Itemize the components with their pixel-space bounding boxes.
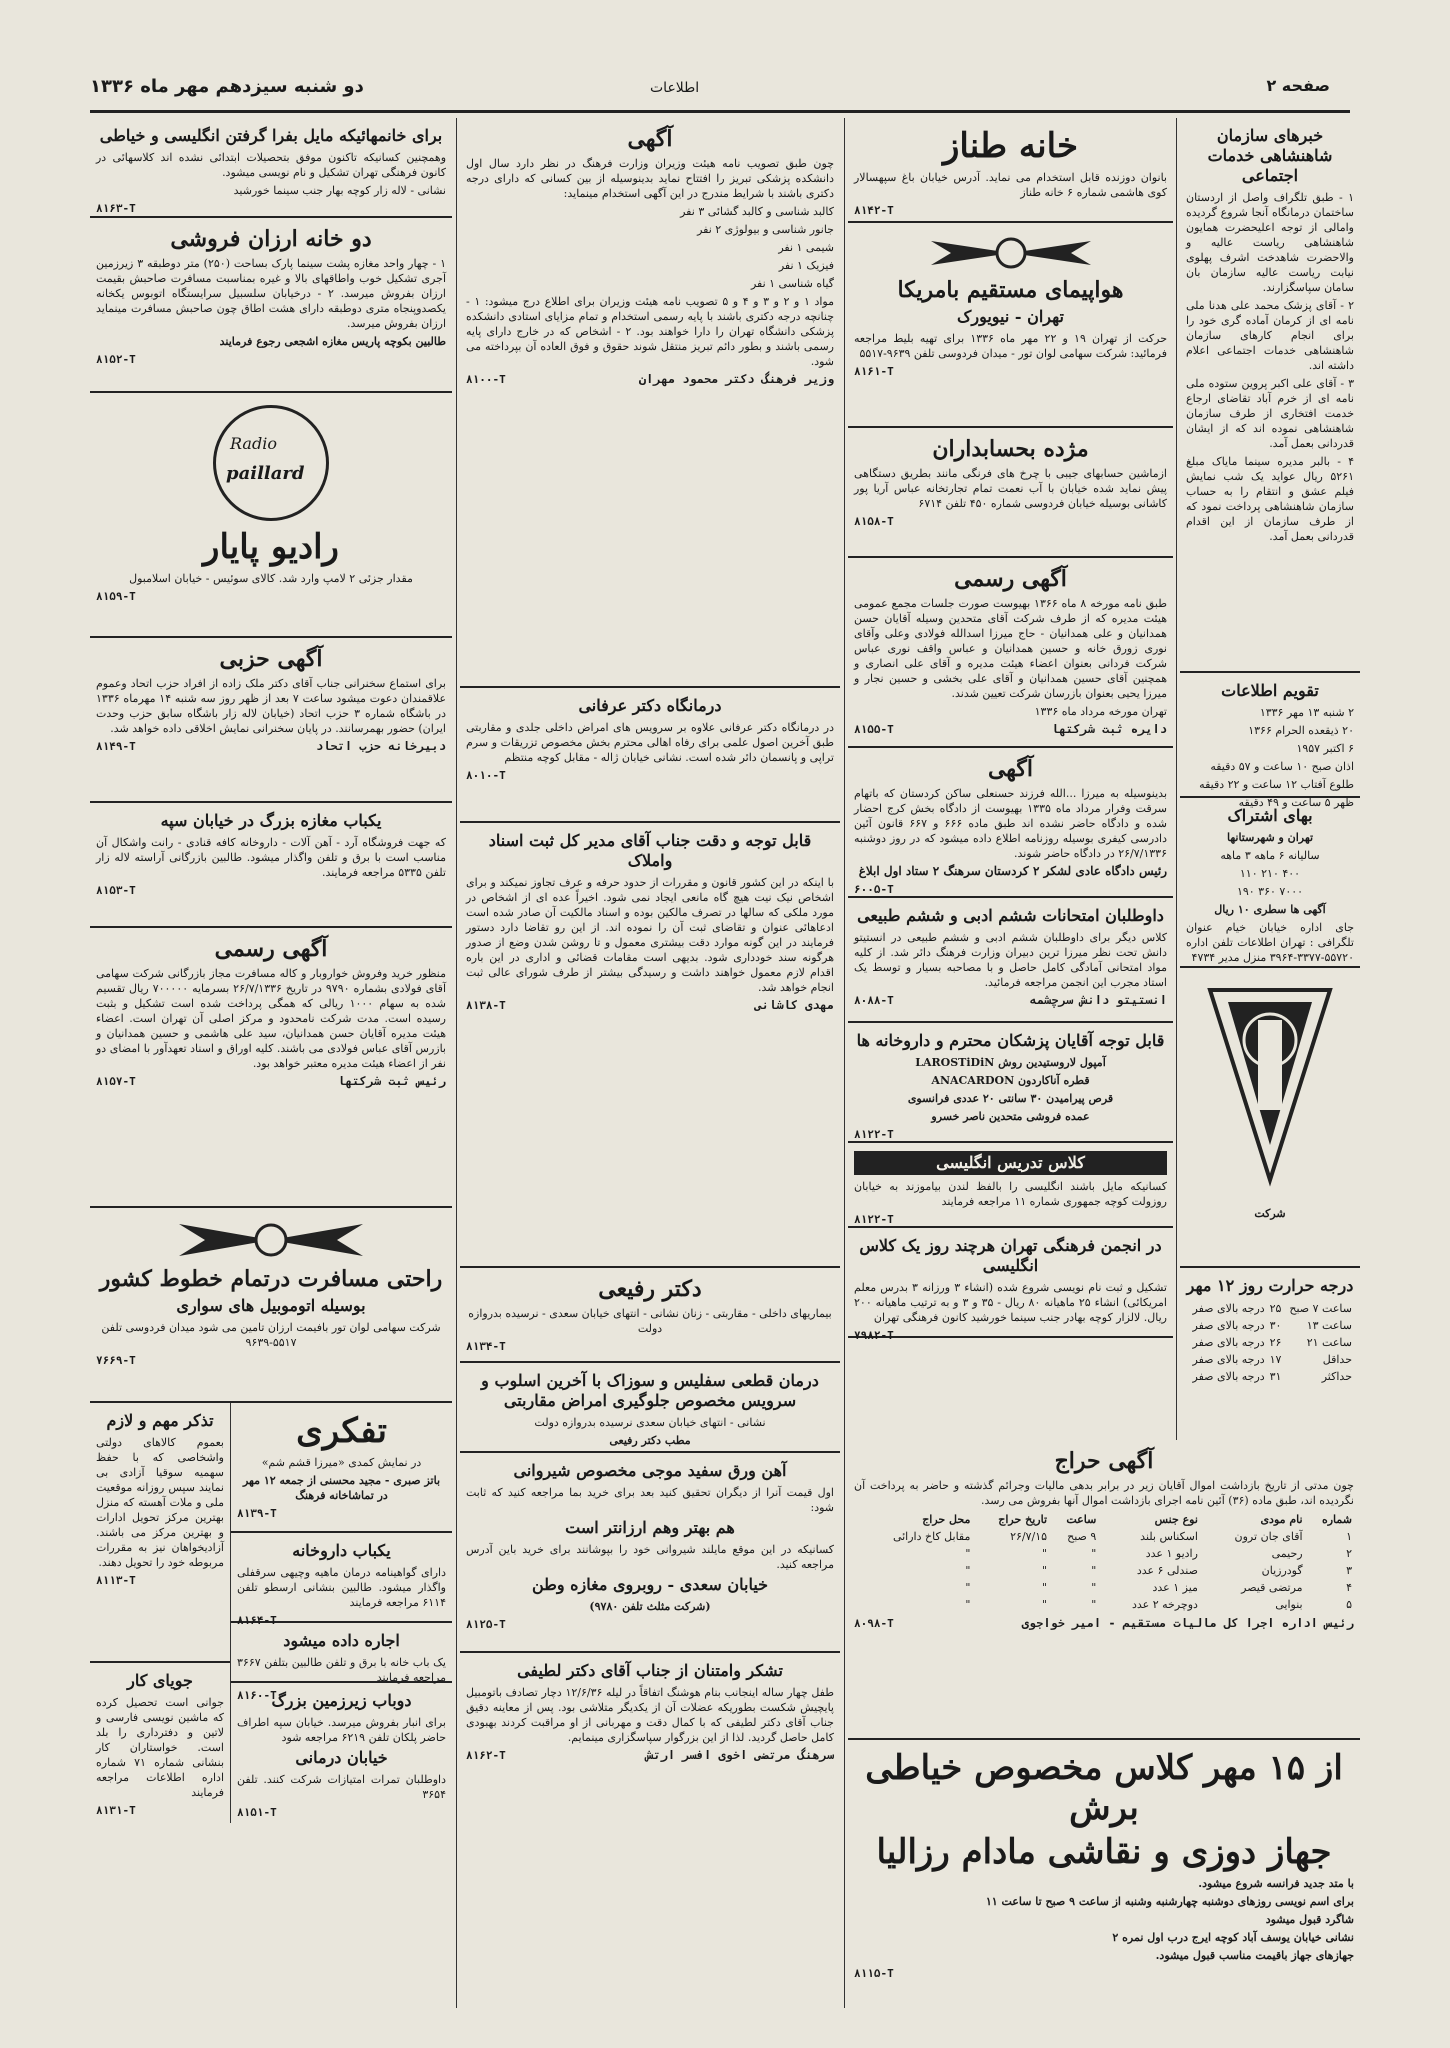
shop-title: یکباب مغازه بزرگ در خیابان سپه [160, 811, 382, 830]
university-ad-signature: وزیر فرهنگ دکتر محمود مهران [638, 372, 834, 386]
english-class-ad [848, 1143, 1173, 1228]
table-cell: دوچرخه ۲ عدد [1131, 1598, 1198, 1611]
house-sale-text: ۱ - چهار واحد مغازه پشت سینما پارک بساحت (۲۵۰) متر دوطبقه ۳ زیرزمین آجری تشکیل خوب واطاقهای بالا و غیره بمناسبت مسافرت صاحبش بقیمت ارزان بفروش میرسد. ۲ - درخیابان سلسبیل سرایستگاه اتوبوس یکخانه یکصدوپنجاه متری دوطبقه دارای هشت اطاق چون صاحبش مسافرت مینماید ارزان بفروش میرسد. [96, 257, 446, 330]
table-cell: ساعت [1066, 1513, 1097, 1526]
travel-subtitle: بوسیله اتوموبیل های سواری [176, 1296, 366, 1315]
table-cell: " [1091, 1581, 1097, 1594]
council-code: ۷۹۸۲-T [854, 1329, 894, 1342]
medicine-ad [848, 1023, 1173, 1143]
university-ad-item: جانور شناسی و بیولوژی ۲ نفر [697, 223, 834, 236]
university-ad-text-2: مواد ۱ و ۲ و ۳ و ۴ و ۵ تصویب نامه هیئت وزیران برای اطلاع درج میشود: ۱ - چنانچه درجه دکتری باشند با پایه رسمی استخدام و تمام مزایای استادی دانشکده پزشکی دانشگاه تهران را دارا خواهند بود. ۲ - اشخاص که در خارج دارای پایه رسمی باشند و بطور دائم تبریز منتقل شوند حقوق و فوق العاده آن بپرداخته می شود. [466, 295, 835, 368]
social-news-item: ۲ - آقای پزشک محمد علی هدنا ملی نامه ای از کرمان آماده گری خود را برای انجام کارهای سازمان شاهنشاهی خدمات اجتماعی اعلام داشته اند. [1186, 299, 1354, 372]
clinic-text: در درمانگاه دکتر عرفانی علاوه بر سرویس های امراض داخلی جلدی و مقاربتی طبق آخرین اصول علمی برای رفاه اهالی محترم بخش مخصوص تزریقات و سرم تراپی و پانسمان دائر شده است. نشانی خیابان ژاله - مقابل کوچه منتظم [466, 721, 834, 764]
registry-signature: مهدی کاشانی [754, 998, 834, 1012]
doctor-ad [460, 1268, 840, 1363]
party-text: برای استماع سخنرانی جناب آقای دکتر ملک زاده از افراد حزب اتحاد وعموم علاقمندان دعوت میشود ساعت ۷ بعد از ظهر روز سه شنبه ۱۴ مهرماه ۱۳۳۶ در باشگاه شماره ۳ حزب اتحاد (خیابان لاله زار باشگاه سابق حزب وحدت ایران) حضور بهمرسانند. در پایان سخنرانی نمایش اخلاقی داده خواهد شد. [96, 677, 447, 735]
pharmacy-title: یکباب داروخانه [292, 1541, 391, 1560]
social-news-item: ۳ - آقای علی اکبر پروین ستوده ملی نامه ای از خرم آباد تقاضای ارجاع خدمت افتخاری از طرف سازمان شاهنشاهی نموده اند که از ایشان قدردانی بعمل آمد. [1186, 377, 1354, 450]
subscription-line: تهران و شهرستانها [1226, 831, 1314, 844]
table-cell: حداقل [1322, 1353, 1352, 1366]
party-code: ۸۱۴۹-T [96, 740, 136, 753]
table-cell: ۵ [1346, 1598, 1352, 1611]
travel-text: شرکت سهامی لوان تور بافیمت ارزان تامین می شود میدان فردوسی تلفن ۵۵۱۷-۹۶۳۹ [101, 1321, 441, 1349]
clinic-code: ۸۰۱۰-T [466, 769, 506, 782]
treatment-text: نشانی - انتهای خیابان سعدی نرسیده بدروازه دولت [534, 1416, 766, 1429]
table-cell: حداکثر [1321, 1370, 1352, 1383]
table-cell: بنوایی [1275, 1598, 1303, 1611]
theater-ad [231, 1403, 452, 1533]
medicine-line: قطره آناکاردون ANACARDON [931, 1074, 1090, 1087]
doctor-code: ۸۱۳۴-T [466, 1340, 506, 1353]
official-notice-1 [848, 558, 1173, 748]
column-rule [456, 118, 457, 2008]
table-cell: ۲۶ [1269, 1336, 1282, 1349]
accountants-code: ۸۱۵۸-T [854, 515, 894, 528]
want-title: خیابان درمانی [295, 1748, 388, 1767]
subscription-line: ۷۰۰۰ ۳۶۰ ۱۹۰ [1236, 885, 1304, 898]
table-cell: گودرزیان [1261, 1564, 1303, 1577]
table-cell: " [1091, 1547, 1097, 1560]
table-cell: رادیو ۱ عدد [1145, 1547, 1198, 1560]
weather-row [1186, 1368, 1354, 1385]
notice1-text: طبق نامه مورخه ۸ ماه ۱۳۶۶ بهیوست صورت جلسات مجمع عمومی هیئت مدیره که از طرف شرکت آقای متحدین وسیله آقایان حسن همدانیان و علی همدانیان - حاج میرزا اسدالله فولادی وعلی وآقای نوری زورق خانه و حسین همدانیان و عباس واقف نوری عباس شرکت فردانی بعنوان اعضاء هیئت مدیره و آقای علی انصاری و همچنین آقای حسین همدانیان و آقای علی بخشی و حسین نجار و میرزا یحیی بعنوان بازرسان شرکت تعیین شدند. [854, 597, 1167, 700]
table-cell: " [965, 1564, 971, 1577]
sewing-class-ad [848, 1740, 1360, 2040]
page-header [90, 70, 1350, 113]
theater-subtitle: در نمایش کمدی «میرزا قشم شم» [261, 1456, 422, 1469]
calendar-line: ۲۰ ذیقعده الحرام ۱۳۶۶ [1248, 724, 1354, 737]
womens-class-code: ۸۱۶۳-T [96, 202, 136, 215]
university-ad-text: چون طبق تصویب نامه هیئت وزیران وزارت فرهنگ در نظر دارد سال اول دانشکده پزشکی تبریز را افتتاح نماید بدینوسیله از بین کسانی که دارای درجه دکتری باشند با شرایط مندرج در این آگهی استخدام مینماید: [466, 157, 834, 200]
university-ad-item: فیزیک ۱ نفر [778, 259, 834, 272]
thanks-letter [460, 1653, 840, 1813]
official-title: آگهی رسمی [214, 936, 328, 962]
iron-code: ۸۱۲۵-T [466, 1618, 506, 1631]
party-signature: دبیرخانه حزب اتحاد [315, 739, 446, 753]
table-cell: " [1041, 1564, 1048, 1577]
social-news-title: خبرهای سازمان شاهنشاهی خدمات اجتماعی [1207, 126, 1333, 185]
table-cell: " [965, 1547, 971, 1560]
column-3 [460, 118, 840, 2008]
notice2-title: آگهی [987, 756, 1034, 782]
table-cell: رحیمی [1271, 1547, 1303, 1560]
house-sale-ad [90, 218, 452, 393]
sewing-subtitle: جهاز دوزی و نقاشی مادام رزالیا [876, 1832, 1332, 1872]
registry-title: قابل توجه و دقت جناب آقای مدیر کل ثبت اسناد واملاک [488, 831, 812, 870]
rent-title: اجاره داده میشود [283, 1631, 400, 1650]
pharmacy-ad [231, 1533, 452, 1627]
iron-title: آهن ورق سفید موجی مخصوص شیروانی [513, 1461, 787, 1480]
weather-row [1186, 1300, 1354, 1317]
emblem-caption: شرکت [1254, 1207, 1286, 1220]
auction-row [854, 1596, 1354, 1613]
airline-code: ۸۱۶۱-T [854, 365, 894, 378]
note-code: ۸۱۱۳-T [96, 1574, 136, 1587]
note-title: تذکر مهم و لازم [106, 1411, 214, 1430]
airline-ad [848, 223, 1173, 428]
radio-paillard-ad [90, 393, 452, 638]
treatment-title: درمان قطعی سفلیس و سوزاک با آخرین اسلوب و سرویس مخصوص جلوگیری امراض مقاربتی [481, 1371, 819, 1410]
university-ad-code: ۸۱۰۰-T [466, 373, 506, 386]
table-cell: " [1041, 1581, 1048, 1594]
womens-class-address: نشانی - لاله زار کوچه بهار جنب سینما خورشید [233, 184, 446, 197]
notice1-date: تهران مورخه مرداد ماه ۱۳۳۶ [1034, 705, 1167, 718]
weather-title: درجه حرارت روز ۱۲ مهر [1186, 1276, 1354, 1295]
table-cell: " [1091, 1598, 1097, 1611]
accountants-ad [848, 428, 1173, 558]
exam-title: داوطلبان امتحانات ششم ادبی و ششم طبیعی [857, 906, 1164, 925]
weather-table [1186, 1300, 1354, 1385]
calendar-box [1180, 673, 1360, 809]
official-text: منظور خرید وفروش خواروبار و کاله مسافرت مجاز بازرگانی شرکت سهامی آقای فولادی بشماره ۹۷۹۰ در تاریخ ۲۶/۷/۱۳۳۶ بسرمایه ۷۰۰۰۰۰ ریال تقسیم شده به سهام ۱۰۰۰ ریالی که همگی پرداخت شده است تشکیل و بثبت رسیده است. مدت شرکت نامحدود و مرکز اصلی آن تهران است. اعضاء هیئت مدیره آقایان حسن همدانیان، سید علی هاشمی و حسین همدانیان و بازرس آقای عباس فولادی می باشند. کلیه اوراق و اسناد تعهدآور با امضای دو نفر از اعضاء هیئت مدیره معتبر خواهد بود. [96, 967, 446, 1070]
theater-title: تفکری [296, 1411, 387, 1451]
exam-text: کلاس دیگر برای داوطلبان ششم ادبی و ششم طبیعی در انستیتو دانش تحت نظر میرزا ترین دبیران وزارت فرهنگ دائر شد. از کلیه مواد امتحانی آمادگی کامل حاصل و با مصاحبه بسیار و توسط یک استاد مجرب این انجمن مراجعه فرمائید. [854, 931, 1167, 989]
subscription-title: بهای اشتراک [1227, 806, 1313, 825]
tannaz-title: خانه طناز [942, 126, 1078, 166]
sewing-title: از ۱۵ مهر کلاس مخصوص خیاطی برش [865, 1748, 1343, 1828]
table-cell: ۳۱ [1269, 1370, 1282, 1383]
airline-route: تهران - نیویورک [957, 307, 1064, 326]
table-cell: نام مودی [1260, 1513, 1303, 1526]
job-seeker-ad [90, 1663, 230, 1818]
table-cell: " [1041, 1598, 1048, 1611]
weather-row [1186, 1317, 1354, 1334]
sewing-code: ۸۱۱۵-T [854, 1967, 894, 1980]
auction-signature: رئیس اداره اجرا کل مالیات مستقیم - امیر خواجوی [1021, 1616, 1354, 1630]
table-cell: محل حراج [922, 1513, 971, 1526]
table-cell: ۲۶/۷/۱۵ [1010, 1530, 1048, 1543]
exam-signature: انستیتو دانش سرچشمه [1029, 993, 1167, 1007]
table-cell: ۳۰ [1269, 1319, 1282, 1332]
airline-title: هواپیمای مستقیم بامریکا [897, 277, 1124, 303]
exam-code: ۸۰۸۸-T [854, 994, 894, 1007]
table-cell: ساعت ۱۳ [1306, 1319, 1352, 1332]
social-news-item: ۴ - بالبر مدیره سینما مایاک مبلغ ۵۲۶۱ ریال عواید یک شب نمایش فیلم عشق و انتقام را به حساب سازمان شاهنشاهی پرداخت نمود که از طرف سازمان از این اقدام قدردانی بعمل آمد. [1186, 455, 1354, 543]
table-cell: میز ۱ عدد [1152, 1581, 1198, 1594]
table-cell: " [965, 1581, 971, 1594]
radio-code: ۸۱۵۹-T [96, 590, 136, 603]
bottom-wide-block [848, 1440, 1360, 2008]
paper-name: اطلاعات [650, 80, 700, 96]
auction-row [854, 1562, 1354, 1579]
house-sale-title: دو خانه ارزان فروشی [170, 226, 372, 252]
social-news-item: ۱ - طبق تلگراف واصل از اردستان ساختمان درمانگاه آنجا شروع گردیده وامالی از توجه اعلیحضرت همایون شاهنشاهی ریاست عالیه و والاحضرت شاهدخت اشرف پهلوی نیابت ریاست عالیه سازمان بان سامان سپاسگزارند. [1186, 191, 1354, 294]
table-cell: درجه بالای صفر [1192, 1353, 1265, 1366]
iron-text: اول قیمت آنرا از دیگران تحقیق کنید بعد برای خرید بما مراجعه کنید که ثابت شود: [466, 1486, 834, 1514]
bottom-split [90, 1403, 452, 1823]
travel-title: راحتی مسافرت درتمام خطوط کشور [99, 1266, 443, 1292]
subscription-box [1180, 798, 1360, 968]
tannaz-code: ۸۱۴۲-T [854, 204, 894, 217]
table-cell: تاریخ حراج [998, 1513, 1048, 1526]
english-text: کسانیکه مایل باشند انگلیسی را بالفظ لندن بیاموزند به خیابان روزولت کوچه جمهوری شماره ۱۱ مراجعه فرمایند [854, 1180, 1167, 1208]
auction-text: چون مدتی از تاریخ بازداشت اموال آقایان زیر در برابر بدهی مالیات وجرائم گذشته و حاضر به پرداخت آن نگردیده اند، طبق ماده (۳۶) آئین نامه اجرای بازداشت اموال آنها بفروش می رسد. [854, 1479, 1354, 1507]
table-cell: درجه بالای صفر [1192, 1302, 1265, 1315]
company-emblem-icon [1200, 980, 1340, 1200]
womens-class-text: وهمچنین کسانیکه تاکنون موفق بتحصیلات ابتدائی نشده اند کلاسهائی در کانون فرهنگی تهران تشکیل و نام نویسی میشود. [96, 151, 446, 179]
shop-text: که جهت فروشگاه آرد - آهن آلات - داروخانه کافه قنادی - رانت واشکال آن مناسب است با برق و تلفن واگذار میشود. طالبین بازرگانی آراسته لاله زار تلفن ۵۳۳۵ مراجعه فرمایند. [96, 836, 446, 879]
want-text: داوطلبان تمرات امتیازات شرکت کنند. تلفن ۳۶۵۴ [237, 1773, 446, 1801]
notice1-signature: دایره ثبت شرکتها [1051, 722, 1167, 736]
office-address: جای اداره خیابان خیام عنوان تلگرافی : تهران اطلاعات تلفن اداره ۵۵۷۲۰-۳۳۷۷-۳۹۶۴ منزل مدیر ۴۷۳۴ [1186, 921, 1354, 964]
table-cell: ساعت ۷ صبح [1289, 1302, 1352, 1315]
table-cell: درجه بالای صفر [1192, 1370, 1265, 1383]
iron-sheet-ad [460, 1453, 840, 1653]
iron-phone: (شرکت مثلث تلفن ۹۷۸۰) [589, 1600, 711, 1613]
auction-header-row [854, 1511, 1354, 1528]
company-emblem-box [1180, 968, 1360, 1268]
medicine-code: ۸۱۲۲-T [854, 1128, 894, 1141]
auction-table [854, 1511, 1354, 1613]
council-title: در انجمن فرهنگی تهران هرچند روز یک کلاس انگلیسی [859, 1236, 1162, 1275]
medicine-line: قرص پیرامیدن ۳۰ سانتی ۲۰ عددی فرانسوی [907, 1092, 1114, 1105]
column-rule [844, 118, 845, 2008]
job-title: جویای کار [127, 1671, 193, 1690]
table-cell: ساعت ۲۱ [1306, 1336, 1352, 1349]
paillard-logo-icon [213, 405, 329, 521]
table-cell: ۱ [1346, 1530, 1352, 1543]
sewing-line: با متد جدید فرانسه شروع میشود. [1198, 1877, 1354, 1890]
registry-code: ۸۱۳۸-T [466, 999, 506, 1012]
issue-date: دو شنبه سیزدهم مهر ماه ۱۳۳۶ [90, 76, 364, 97]
university-ad [460, 118, 840, 688]
social-services-news [1180, 118, 1360, 673]
notice2-signature: رئیس دادگاه عادی لشکر ۲ کردستان سرهنگ ۲ ستاد اول ابلاغ [858, 864, 1167, 878]
sewing-line: برای اسم نویسی روزهای دوشنبه چهارشنبه وشنبه از ساعت ۹ صبح تا ساعت ۱۱ [985, 1895, 1354, 1908]
travel-wings-icon [171, 1218, 371, 1262]
table-cell: شماره [1321, 1513, 1352, 1526]
calendar-line: ۶ اکتبر ۱۹۵۷ [1296, 742, 1354, 755]
important-note [90, 1403, 230, 1663]
tannaz-text: بانوان دوزنده قابل استخدام می نماید. آدرس خیابان باغ سپهسالار کوی هاشمی شماره ۶ خانه طناز [854, 171, 1167, 199]
theater-text: باتز صبری - مجید محسنی از جمعه ۱۲ مهر در تماشاخانه فرهنگ [242, 1474, 441, 1502]
subscription-line: آگهی ها سطری ۱۰ ریال [1214, 903, 1326, 916]
radio-title: رادیو پایار [203, 527, 339, 567]
note-text: بعموم کالاهای دولتی واشخاصی که با حفظ سهمیه سوقیا آزادی بی نمایند سپس روزانه موقعیت ملی و ملات آهسته که منزل بهترین مرکز تحویل ادارات و بهترین مرکز می باشند. آزادیخواهان نیز به مقررات مربوطه خود را تحویل دهند. [96, 1436, 224, 1569]
airline-text: حرکت از تهران ۱۹ و ۲۲ مهر ماه ۱۳۳۶ برای تهیه بلیط مراجعه فرمائید: شرکت سهامی لوان تور - میدان فردوسی تلفن ۹۶۳۹-۵۵۱۷ [854, 332, 1167, 360]
auction-notice [848, 1440, 1360, 1740]
auction-code: ۸۰۹۸-T [854, 1617, 894, 1630]
travel-code: ۷۶۶۹-T [96, 1354, 136, 1367]
rent-code: ۸۱۶۰-T [237, 1689, 277, 1702]
logo-paillard-word: paillard [226, 463, 305, 484]
court-notice [848, 748, 1173, 898]
table-cell: " [1041, 1547, 1048, 1560]
theater-code: ۸۱۳۹-T [237, 1507, 277, 1520]
auction-row [854, 1528, 1354, 1545]
subscription-line: سالیانه ۶ ماهه ۳ ماهه [1220, 849, 1320, 862]
council-text: تشکیل و ثبت نام نویسی شروع شده (انشاء ۳ ورزانه ۳ بدرس معلم امریکائی) انشاء ۲۵ ماهیانه ۸۰ ریال - ۳۵ و ۳ و به ترتیب ماهیانه ۲۰۰ ریال. لالزار کوچه بهادر جنب سینما خورشید کانون فرهنگی تهران [854, 1281, 1167, 1324]
cellar-text: برای انبار بفروش میرسد. خیابان سپه اطراف حاضر پلکان تلفن ۶۲۱۹ مراجعه شود [237, 1716, 446, 1744]
accountants-text: ازماشین حسابهای جیبی با چرخ های فرنگی مانند بطريق دستگاهی پیش نماید شده خیابان با آب نعمت تمام تجارتخانه عباس آریا پور کاشانی بوسیله خیابان فردوسی شماره ۴۵۰ تلفن ۶۷۱۴ [854, 467, 1167, 510]
rent-text: یک باب خانه با برق و تلفن طالبین بتلفن ۳۶۶۷ مراجعه فرمایند [237, 1656, 446, 1684]
job-text: جوانی است تحصیل کرده که ماشین نویسی فارسی و لاتین و دفترداری را بلد است. خواستاران کار بنشانی شماره ۷۱ شماره اداره اطلاعات مراجعه فرمایند [96, 1696, 225, 1799]
pharmacy-code: ۸۱۶۴-T [237, 1614, 277, 1627]
english-title: کلاس تدریس انگلیسی [854, 1151, 1167, 1175]
thanks-code: ۸۱۶۲-T [466, 1749, 506, 1762]
notice2-code: ۶۰۰۵-T [854, 883, 894, 896]
page-number: صفحه ۲ [1266, 76, 1330, 95]
university-ad-item: شیمی ۱ نفر [778, 241, 834, 254]
notice1-title: آگهی رسمی [954, 566, 1067, 592]
radio-text: مقدار جزئی ۲ لامپ وارد شد. کالای سوئیس - خیابان اسلامبول [129, 572, 413, 585]
table-cell: صندلی ۶ عدد [1136, 1564, 1198, 1577]
registry-text: با اینکه در این کشور قانون و مقررات از حدود حرفه و عرف تجاوز نمیکند و برای اشخاص نیک نیت هیچ گاه مانعی ایجاد نمی شود. اخیراً عده ای از اشخاص در مورد ملکی که سالها در تصرف مالکین بوده و اسناد مالکیت آن صادر شده است ادعاهائی عنوان و تقاضای ثبت آن را نموده اند. از این رو تقاضا دارد دستور فرمایند در این گونه موارد دقت بیشتری معمول و تا روشن شدن وضع از صدور هرگونه سند خودداری شود. بدیهی است مقامات قضائی و اداری در این باره اقدام لازم معمول خواهند داشت و رسیدگی بیشتر از طرف شورای عالی ثبت انجام خواهد شد. [466, 876, 834, 994]
doctor-text: بیماریهای داخلی - مقاربتی - زنان نشانی - انتهای خیابان سعدی - نرسیده بدروازه دولت [468, 1307, 832, 1335]
iron-subtitle: هم بهتر وهم ارزانتر است [565, 1518, 735, 1537]
accountants-title: مژده بحسابداران [932, 436, 1089, 462]
medicine-title: قابل توجه آقایان پزشکان محترم و داروخانه ها [856, 1031, 1165, 1050]
auction-row [854, 1545, 1354, 1562]
sewing-line: جهازهای جهاز باقیمت مناسب قبول میشود. [1155, 1949, 1354, 1962]
column-4 [90, 118, 452, 2008]
calendar-line: اذان صبح ۱۰ ساعت و ۵۷ دقیقه [1210, 760, 1354, 773]
notice2-text: بدینوسیله به میرزا ...الله فرزند حسنعلی ساکن کردستان که باتهام سرقت وفرار مرداد ماه ۱۳۳۵ بهیوست از دادگاه بخش کرج احضار شده و دادگاه حاضر نشده اند طبق ماده ۶۶۶ و ۶۶۷ قانون آئین دادرسی کیفری بوسیله روزنامه اطلاع داده میشود که در روز دوشنبه ۲۶/۷/۱۳۳۶ در دادگاه حاضر شوند. [854, 787, 1167, 860]
party-title: آگهی حزبی [219, 646, 323, 672]
table-cell: اسکناس بلند [1140, 1530, 1198, 1543]
shop-code: ۸۱۵۳-T [96, 884, 136, 897]
subscription-line: ۴۰۰ ۲۱۰ ۱۱۰ [1239, 867, 1301, 880]
university-ad-item: گیاه شناسی ۱ نفر [750, 277, 834, 290]
pharmacy-text: دارای گواهینامه درمان ماهیه وچیهی سرقفلی واگذار میشود. طالبین بنشانی ارسطو تلفن ۶۱۱۴ مراجعه فرمایند [237, 1566, 446, 1609]
table-cell: آقای جان ترون [1234, 1530, 1303, 1543]
clinic-title: درمانگاه دکتر عرفانی [578, 696, 722, 715]
table-cell: " [965, 1598, 971, 1611]
logo-radio-word: Radio [230, 434, 277, 453]
cellar-title: دوباب زیرزمین بزرگ [271, 1691, 412, 1710]
shop-ad [90, 803, 452, 928]
calendar-line: ظهر ۵ ساعت و ۴۹ دقیقه [1238, 796, 1354, 809]
airline-wings-icon [921, 233, 1101, 273]
calendar-line: طلوع آفتاب ۱۲ ساعت و ۲۲ دقیقه [1199, 778, 1354, 791]
womens-class-ad [90, 118, 452, 218]
auction-title: آگهی حراج [1054, 1448, 1154, 1474]
table-cell: مقابل کاخ دارائی [892, 1530, 971, 1543]
calendar-line: ۲ شنبه ۱۳ مهر ۱۳۳۶ [1259, 706, 1354, 719]
bottom-right-column [231, 1403, 452, 1823]
table-cell: درجه بالای صفر [1192, 1336, 1265, 1349]
cultural-council-ad [848, 1228, 1173, 1342]
treatment-ad [460, 1363, 840, 1453]
registry-letter [460, 823, 840, 1268]
calendar-title: تقویم اطلاعات [1221, 681, 1319, 700]
doctor-title: دکتر رفیعی [598, 1276, 702, 1302]
cellar-code: ۸۱۵۱-T [237, 1806, 277, 1819]
auction-row [854, 1579, 1354, 1596]
job-code: ۸۱۳۱-T [96, 1804, 136, 1817]
weather-row [1186, 1334, 1354, 1351]
table-cell: نوع جنس [1154, 1513, 1198, 1526]
clinic-ad [460, 688, 840, 823]
table-cell: ۹ صبح [1067, 1530, 1097, 1543]
notice1-code: ۸۱۵۵-T [854, 723, 894, 736]
exam-ad [848, 898, 1173, 1023]
table-cell: ۳ [1346, 1564, 1352, 1577]
official-signature: رئیس ثبت شرکتها [337, 1074, 446, 1088]
party-notice [90, 638, 452, 803]
weather-box [1180, 1268, 1360, 1468]
thanks-text: طفل چهار ساله اینجانب بنام هوشنگ اتفاقاً در لیله ۱۲/۶/۳۶ دچار تصادف باتومبیل پایچیش شکست بطوریکه عضلات آن از یکدیگر متلاشی بود. پس از معاینه دقیق جناب آقای دکتر لطیفی که با کمال دقت و مهربانی از او مراقبت کردند بهبودی کامل حاصل گردید. لذا از این بزرگوار سپاسگزاری مینمایم. [466, 1686, 834, 1744]
sewing-line: شاگرد قبول میشود [1265, 1913, 1354, 1926]
table-cell: " [1091, 1564, 1097, 1577]
table-cell: ۲۵ [1269, 1302, 1282, 1315]
treatment-signature: مطب دکتر رفیعی [609, 1434, 691, 1447]
house-sale-address: طالبین بکوچه پاریس مغازه اشجعی رجوع فرمایند [219, 335, 446, 348]
thanks-title: تشکر وامتنان از جناب آقای دکتر لطیفی [517, 1661, 783, 1680]
iron-text-2: کسانیکه در این موقع مایلند شیروانی خود را بپوشانند برای خرید باین آدرس مراجعه کنید. [466, 1543, 834, 1571]
medicine-line: آمپول لاروستیدین روش LAROSTiDiN [915, 1056, 1106, 1069]
sewing-line: نشانی خیابان یوسف آباد کوچه ایرج درب اول نمره ۲ [1112, 1931, 1354, 1944]
official-code: ۸۱۵۷-T [96, 1075, 136, 1088]
weather-row [1186, 1351, 1354, 1368]
tannaz-ad [848, 118, 1173, 223]
university-ad-item: کالبد شناسی و کالبد گشائی ۳ نفر [680, 205, 834, 218]
house-sale-code: ۸۱۵۲-T [96, 353, 136, 366]
english-code: ۸۱۲۲-T [854, 1213, 894, 1226]
table-cell: ۴ [1346, 1581, 1352, 1594]
medicine-line: عمده فروشی متحدین ناصر خسرو [931, 1110, 1090, 1123]
bottom-left-column [90, 1403, 231, 1823]
travel-ad [90, 1208, 452, 1403]
university-ad-title: آگهی [627, 126, 673, 152]
table-cell: مرتضی قیصر [1241, 1581, 1303, 1594]
official-notice-2 [90, 928, 452, 1208]
table-cell: ۱۷ [1269, 1353, 1282, 1366]
thanks-signature: سرهنگ مرتضی اخوی افسر ارتش [646, 1748, 834, 1762]
table-cell: ۲ [1346, 1547, 1352, 1560]
table-cell: درجه بالای صفر [1192, 1319, 1265, 1332]
womens-class-title: برای خانمهائیکه مایل بفرا گرفتن انگلیسی و خیاطی [99, 126, 443, 145]
iron-address: خیابان سعدی - روبروی مغازه وطن [531, 1575, 769, 1594]
